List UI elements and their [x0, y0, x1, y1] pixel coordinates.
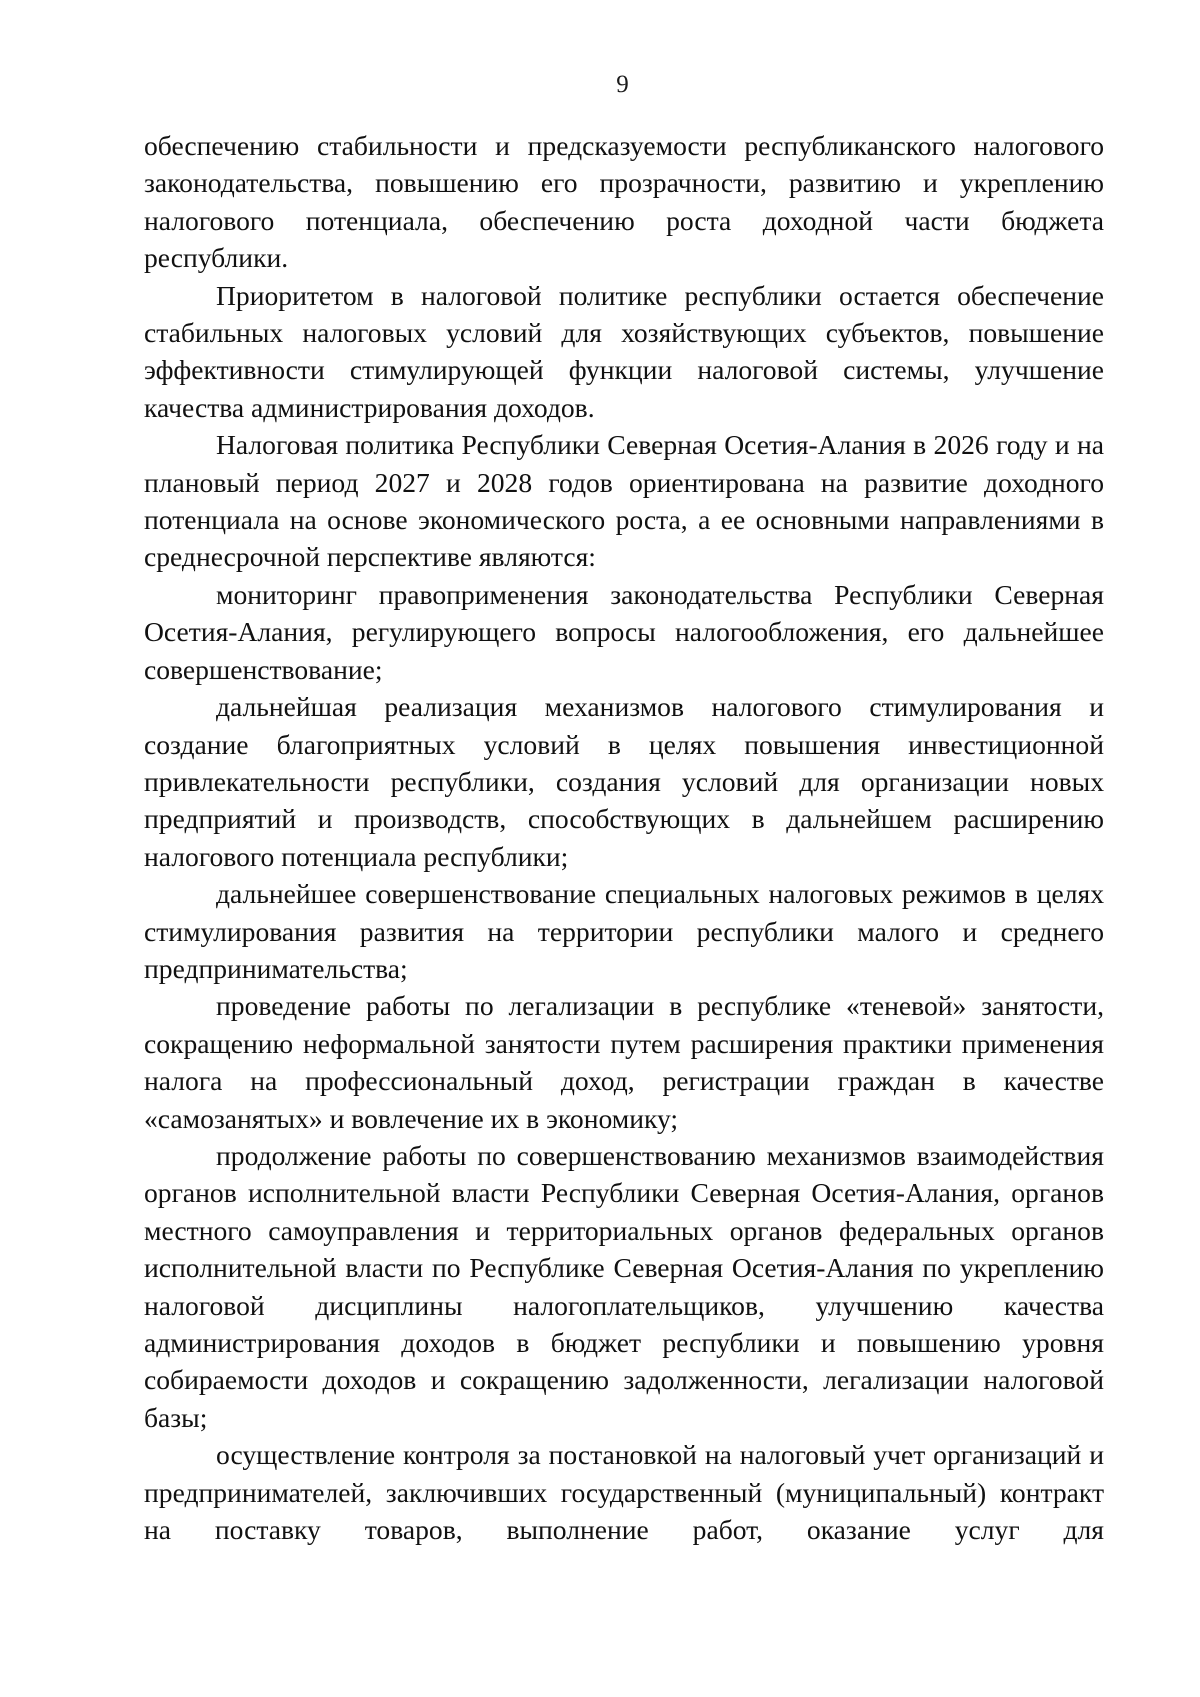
paragraph-priority: Приоритетом в налоговой политике республики остается обеспечение стабильных налоговых условий для хозяйствующих субъектов, повышение эффективности стимулирующей функции налоговой системы, улучшение качества администрирования доходов.	[144, 279, 1104, 423]
page-number: 9	[616, 71, 629, 98]
list-item-stimulation: дальнейшая реализация механизмов налогового стимулирования и создание благоприятных условий в целях повышения инвестиционной привлекательности республики, создания условий для организации новых предприятий и производств, способствующих в дальнейшем расширению налогового потенциала республики;	[144, 691, 1104, 872]
paragraph-tax-policy-intro: Налоговая политика Республики Северная Осетия-Алания в 2026 году и на плановый период 2027 и 2028 годов ориентирована на развитие доходного потенциала на основе экономического роста, а ее основными направлениями в среднесрочной перспективе являются:	[144, 429, 1104, 573]
list-item-monitoring: мониторинг правоприменения законодательства Республики Северная Осетия-Алания, регулирующего вопросы налогообложения, его дальнейшее совершенствование;	[144, 578, 1104, 685]
paragraph-continuation: обеспечению стабильности и предсказуемости республиканского налогового законодательства, повышению его прозрачности, развитию и укреплению налогового потенциала, обеспечению роста доходной части бюджета республики.	[144, 130, 1104, 274]
list-item-shadow-employment: проведение работы по легализации в республике «теневой» занятости, сокращению неформальной занятости путем расширения практики применения налога на профессиональный доход, регистрации граждан в качестве «самозанятых» и вовлечение их в экономику;	[144, 990, 1104, 1134]
document-body	[144, 127, 1104, 1548]
list-item-special-regimes: дальнейшее совершенствование специальных налоговых режимов в целях стимулирования развития на территории республики малого и среднего предпринимательства;	[144, 878, 1104, 984]
list-item-registration-control: осуществление контроля за постановкой на налоговый учет организаций и предпринимателей, заключивших государственный (муниципальный) контракт на поставку товаров, выполнение работ, оказание услуг для	[144, 1439, 1104, 1546]
list-item-interaction: продолжение работы по совершенствованию механизмов взаимодействия органов исполнительной власти Республики Северная Осетия-Алания, органов местного самоуправления и территориальных органов федеральных органов исполнительной власти по Республике Северная Осетия-Алания по укреплению налоговой дисциплины налогоплательщиков, улучшению качества администрирования доходов в бюджет республики и повышению уровня собираемости доходов и сокращению задолженности, легализации налоговой базы;	[144, 1139, 1104, 1433]
